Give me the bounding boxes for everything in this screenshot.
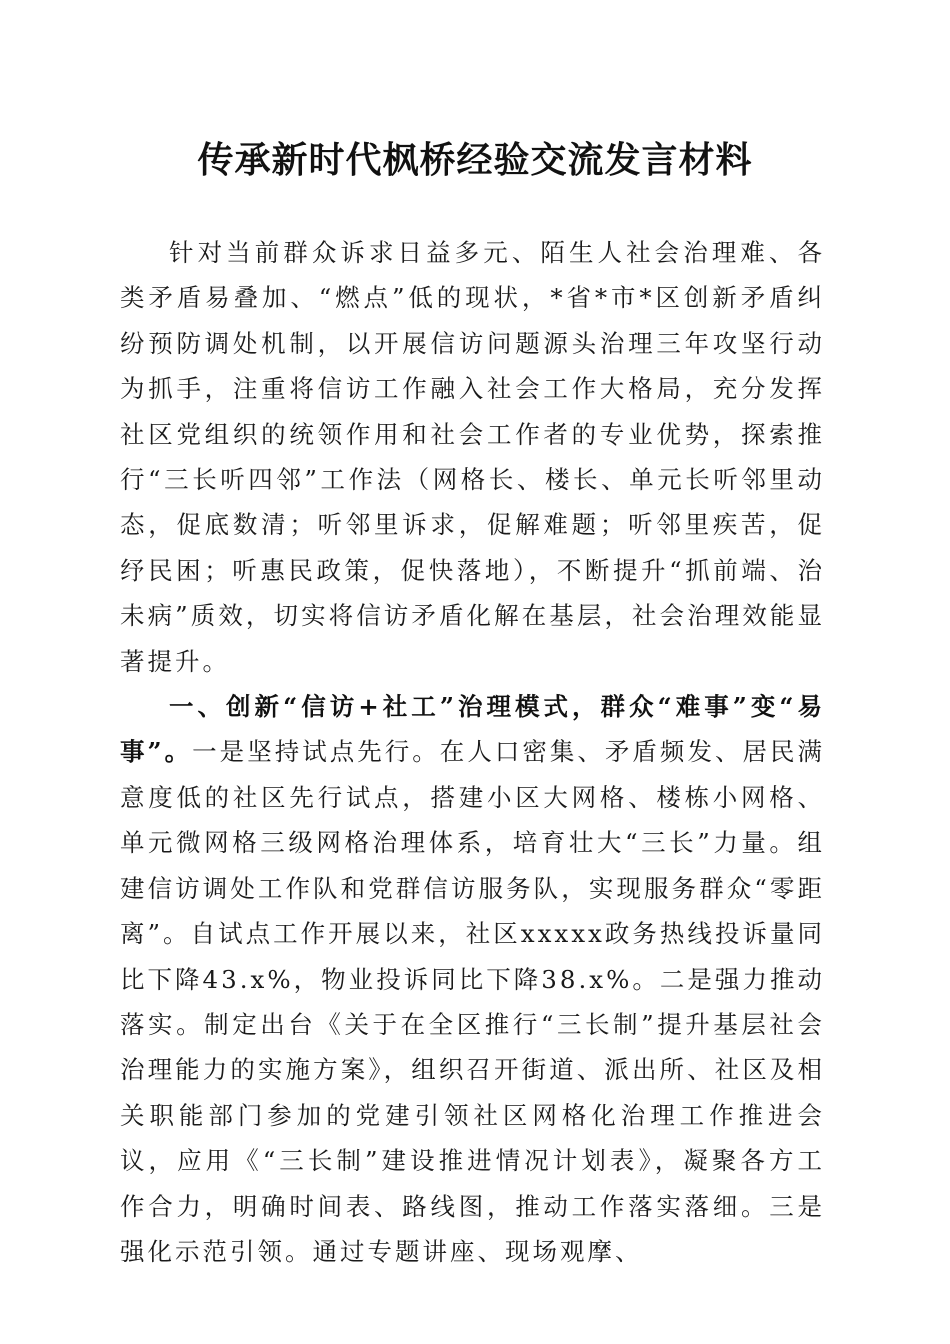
document-body: [120, 230, 825, 1274]
intro-paragraph: 针对当前群众诉求日益多元、陌生人社会治理难、各类矛盾易叠加、“燃点”低的现状，*省*市*区创新矛盾纠纷预防调处机制，以开展信访问题源头治理三年攻坚行动为抓手，注重将信访工作融入社会工作大格局，充分发挥社区党组织的统领作用和社会工作者的专业优势，探索推行“三长听四邻”工作法（网格长、楼长、单元长听邻里动态，促底数清；听邻里诉求，促解难题；听邻里疾苦，促纾民困；听惠民政策，促快落地），不断提升“抓前端、治未病”质效，切实将信访矛盾化解在基层，社会治理效能显著提升。: [120, 238, 825, 676]
document-title: 传承新时代枫桥经验交流发言材料: [197, 139, 753, 181]
section-1-body: 一是坚持试点先行。在人口密集、矛盾频发、居民满意度低的社区先行试点，搭建小区大网格、楼栋小网格、单元微网格三级网格治理体系，培育壮大“三长”力量。组建信访调处工作队和党群信访服务队，实现服务群众“零距离”。自试点工作开展以来，社区xxxxx政务热线投诉量同比下降43.x%，物业投诉同比下降38.x%。二是强力推动落实。制定出台《关于在全区推行“三长制”提升基层社会治理能力的实施方案》，组织召开街道、派出所、社区及相关职能部门参加的党建引领社区网格化治理工作推进会议，应用《“三长制”建设推进情况计划表》，凝聚各方工作合力，明确时间表、路线图，推动工作落实落细。三是强化示范引领。通过专题讲座、现场观摩、: [120, 737, 826, 1266]
section-1-paragraph: [120, 684, 825, 1274]
section-1-heading: 一、创新“信访+社工”治理模式，群众“难事”变“易事”。: [120, 692, 825, 767]
